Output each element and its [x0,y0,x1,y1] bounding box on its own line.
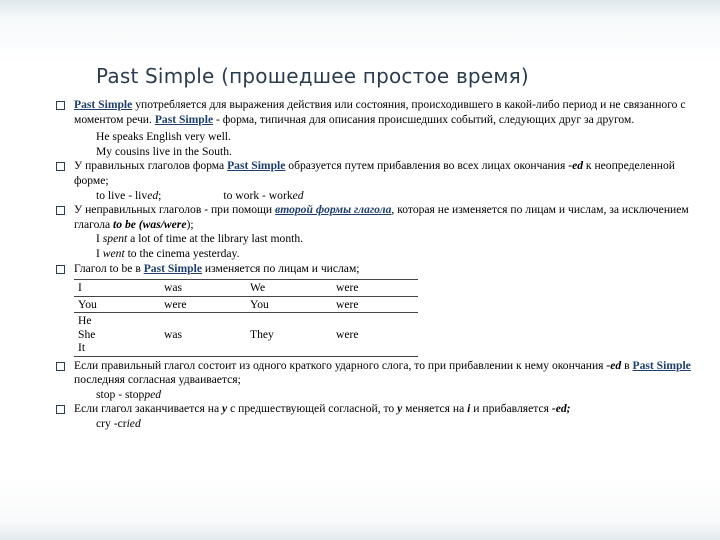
table-cell: was [160,280,246,297]
term-past-simple: Past Simple [154,112,214,126]
slide-content [56,98,696,432]
bullet-text: У неправильных глаголов - при помощи [74,203,276,217]
example-7 [56,417,696,432]
ending-ed: -ed; [551,402,571,416]
letter-i: i [467,402,471,416]
term-to-be: to be (was/were [113,217,187,231]
example-1: He speaks English very well. [96,130,231,144]
to-be-table [74,279,418,357]
bullet-text: Если глагол заканчивается на [74,402,223,416]
example-ending: ped [144,387,162,401]
pronoun: It [78,341,86,355]
letter-y: y [222,402,228,416]
bullet-text: Если правильный глагол состоит из одного краткого ударного слога, то при прибавлении к нему окончания [74,358,607,372]
example-text: ; [158,188,162,202]
bullet-text: , которая не изменяется по лицам и числам, за исключением глагола [74,203,689,231]
bullet-text: Глагол to be в [74,261,144,275]
example-2: My cousins live in the South. [96,144,232,158]
bullet-text: У правильных глаголов форма [74,159,228,173]
bullet-irregular-verbs [56,203,696,232]
example-text: to the cinema yesterday. [124,246,240,260]
example-verb: went [102,246,125,260]
bullet-box-icon [56,265,65,274]
bullet-text: с предшествующей согласной, то [227,402,398,416]
example-4 [56,232,696,247]
bullet-text: к неопределенной форме; [74,159,675,187]
example-3 [56,189,696,204]
pronoun: She [78,327,96,341]
bullet-text: в [621,358,633,372]
bullet-text: употребляется для выражения действия или состояния, происходившего в какой-либо период и не связанного с моментом речи. [74,98,686,126]
table-cell: were [332,313,418,357]
table-row [74,296,418,313]
term-past-simple: Past Simple [143,261,202,275]
table-cell: They [246,313,332,357]
table-row [74,280,418,297]
slide-title: Past Simple (прошедшее простое время) [96,64,529,88]
example-text: to live - liv [96,188,148,202]
term-second-form: второй формы глагола [275,203,392,217]
example-text: I [96,246,103,260]
bullet-text: - форма, типичная для описания происшедших событий, следующих друг за другом. [213,112,635,126]
example-text: to work - work [223,188,293,202]
bullet-text: изменяется по лицам и числам; [201,261,360,275]
example-ending: ed [292,188,304,202]
example-ending: ied [126,417,141,430]
bullet-doubling [56,359,696,388]
bullet-regular-verbs [56,159,696,188]
example-5 [56,247,696,262]
example-ending: ed [147,188,159,202]
example-text: a lot of time at the library last month. [127,232,304,246]
bullet-text: ); [186,217,194,231]
bullet-y-to-i [56,402,696,417]
term-past-simple: Past Simple [632,358,691,372]
bullet-usage [56,98,696,127]
term-past-simple: Past Simple [74,98,133,111]
table-cell: I [74,280,160,297]
table-cell: were [332,280,418,297]
bullet-to-be [56,262,696,277]
bullet-box-icon [56,405,65,414]
example-text: cry -cr [96,417,127,430]
bullet-box-icon [56,206,65,215]
table-cell: We [246,280,332,297]
example-verb: spent [102,232,128,246]
term-past-simple: Past Simple [227,159,286,173]
table-cell: was [160,313,246,357]
ending-ed: -ed [606,358,622,372]
table-cell: You [246,296,332,313]
letter-y: y [397,402,403,416]
example-text: I [96,232,103,246]
bullet-box-icon [56,101,65,110]
bullet-text: меняется на [402,402,468,416]
table-row [74,313,418,357]
bullet-text: и прибавляется [470,402,552,416]
pronoun: He [78,314,92,328]
ending-ed: -ed [568,159,584,173]
table-cell [74,313,160,357]
table-cell: You [74,296,160,313]
table-cell: were [160,296,246,313]
bullet-text: последняя согласная удваивается; [74,373,241,387]
table-cell: were [332,296,418,313]
example-6 [56,388,696,403]
bullet-text: образуется путем прибавления во всех лицах окончания [285,159,569,173]
bullet-box-icon [56,162,65,171]
example-text: stop - stop [96,387,145,401]
bullet-box-icon [56,362,65,371]
